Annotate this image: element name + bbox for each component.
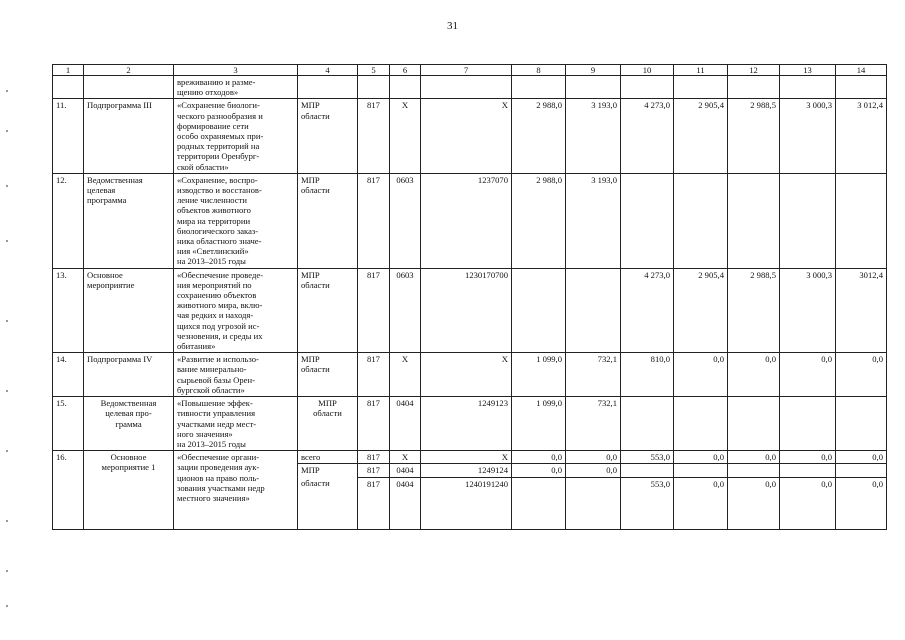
value-9: 3 193,0 — [566, 99, 621, 173]
value-11 — [674, 397, 728, 451]
column-header-12: 12 — [728, 65, 780, 76]
rzpr-code: Х — [390, 451, 421, 464]
value-9: 732,1 — [566, 397, 621, 451]
csr-code: Х — [421, 451, 512, 464]
value-8 — [512, 477, 566, 530]
value-13: 0,0 — [780, 451, 836, 464]
column-header-1: 1 — [53, 65, 84, 76]
value-10 — [621, 173, 674, 268]
value-13 — [780, 464, 836, 477]
table-row — [53, 353, 887, 397]
value-10: 4 273,0 — [621, 268, 674, 353]
program-title: «Обеспечение органи- зации проведения аук- ционов на право поль- зования участками недр местного значения» — [174, 451, 298, 530]
csr-code: Х — [421, 99, 512, 173]
value-8: 2 988,0 — [512, 99, 566, 173]
value-9: 732,1 — [566, 353, 621, 397]
executor: МПР области — [298, 173, 358, 268]
table-row — [53, 397, 887, 451]
value-12: 0,0 — [728, 477, 780, 530]
rzpr-code: 0404 — [390, 464, 421, 477]
row-number: 11. — [53, 99, 84, 173]
value-13: 0,0 — [780, 353, 836, 397]
program-name: Основное мероприятие 1 — [84, 451, 174, 530]
rzpr-code: 0404 — [390, 477, 421, 530]
program-title: «Сохранение, воспро- изводство и восстанов- ление численности объектов животного мира на территории биологического заказ- ника областного значе- ния «Светлинский» на 2013–2015 годы — [174, 173, 298, 268]
value-14: 0,0 — [836, 353, 887, 397]
header-row — [53, 65, 887, 76]
csr-code: 1249124 — [421, 464, 512, 477]
value-8: 0,0 — [512, 451, 566, 464]
value-8 — [512, 268, 566, 353]
column-header-13: 13 — [780, 65, 836, 76]
value-12: 0,0 — [728, 353, 780, 397]
executor: МПР области — [298, 397, 358, 451]
grbs-code: 817 — [358, 477, 390, 530]
value-14: 3012,4 — [836, 268, 887, 353]
column-header-9: 9 — [566, 65, 621, 76]
csr-code: Х — [421, 353, 512, 397]
table-row — [53, 99, 887, 173]
value-11: 2 905,4 — [674, 268, 728, 353]
value-10 — [621, 464, 674, 477]
column-header-14: 14 — [836, 65, 887, 76]
rzpr-code: 0603 — [390, 173, 421, 268]
grbs-code: 817 — [358, 464, 390, 477]
column-header-6: 6 — [390, 65, 421, 76]
value-14: 0,0 — [836, 477, 887, 530]
program-title: «Обеспечение проведе- ния мероприятий по сохранению объектов животного мира, вклю- чая редких и находя- щихся под угрозой ис- чезновения, и среды их обитания» — [174, 268, 298, 353]
row-number: 12. — [53, 173, 84, 268]
value-13: 0,0 — [780, 477, 836, 530]
csr-code: 1230170700 — [421, 268, 512, 353]
value-10: 4 273,0 — [621, 99, 674, 173]
value-13: 3 000,3 — [780, 99, 836, 173]
rzpr-code: 0404 — [390, 397, 421, 451]
grbs-code: 817 — [358, 99, 390, 173]
grbs-code: 817 — [358, 397, 390, 451]
continuation-row — [53, 76, 887, 99]
table-row — [53, 451, 887, 464]
rzpr-code: Х — [390, 353, 421, 397]
program-title: «Сохранение биологи- ческого разнообразия и формирование сети особо охраняемых при- родных территорий на территории Оренбург- ской области» — [174, 99, 298, 173]
value-12: 0,0 — [728, 451, 780, 464]
value-11 — [674, 173, 728, 268]
page-number: 31 — [447, 20, 458, 32]
table-row — [53, 173, 887, 268]
executor: МПР области — [298, 268, 358, 353]
grbs-code: 817 — [358, 451, 390, 464]
column-header-8: 8 — [512, 65, 566, 76]
program-name: Подпрограмма IV — [84, 353, 174, 397]
value-9 — [566, 477, 621, 530]
program-name: Ведомственная целевая программа — [84, 173, 174, 268]
value-12: 2 988,5 — [728, 99, 780, 173]
executor: области — [298, 477, 358, 530]
value-9: 0,0 — [566, 464, 621, 477]
value-10: 553,0 — [621, 451, 674, 464]
value-14 — [836, 464, 887, 477]
row-number: 13. — [53, 268, 84, 353]
value-11: 2 905,4 — [674, 99, 728, 173]
value-11: 0,0 — [674, 477, 728, 530]
column-header-3: 3 — [174, 65, 298, 76]
value-13 — [780, 173, 836, 268]
value-12 — [728, 397, 780, 451]
program-name: Ведомственная целевая про- грамма — [84, 397, 174, 451]
csr-code: 1249123 — [421, 397, 512, 451]
value-9: 3 193,0 — [566, 173, 621, 268]
grbs-code: 817 — [358, 268, 390, 353]
value-14 — [836, 397, 887, 451]
grbs-code: 817 — [358, 353, 390, 397]
executor: МПР области — [298, 353, 358, 397]
row-number: 14. — [53, 353, 84, 397]
executor: МПР области — [298, 99, 358, 173]
value-8: 2 988,0 — [512, 173, 566, 268]
value-12 — [728, 464, 780, 477]
value-12: 2 988,5 — [728, 268, 780, 353]
row-number: 15. — [53, 397, 84, 451]
csr-code: 1237070 — [421, 173, 512, 268]
table-row — [53, 268, 887, 353]
continuation-text: вреживанию и разме- щению отходов» — [174, 76, 298, 99]
value-10 — [621, 397, 674, 451]
value-9: 0,0 — [566, 451, 621, 464]
column-header-11: 11 — [674, 65, 728, 76]
program-title: «Повышение эффек- тивности управления участками недр мест- ного значения» на 2013–2015 годы — [174, 397, 298, 451]
value-11: 0,0 — [674, 353, 728, 397]
value-11: 0,0 — [674, 451, 728, 464]
column-header-2: 2 — [84, 65, 174, 76]
value-11 — [674, 464, 728, 477]
margin-dots — [6, 90, 10, 610]
budget-table — [52, 64, 887, 530]
program-name: Подпрограмма III — [84, 99, 174, 173]
program-title: «Развитие и использо- вание минерально- сырьевой базы Орен- бургской области» — [174, 353, 298, 397]
column-header-5: 5 — [358, 65, 390, 76]
csr-code: 1240191240 — [421, 477, 512, 530]
value-14: 3 012,4 — [836, 99, 887, 173]
executor: всего — [298, 451, 358, 464]
executor: МПР — [298, 464, 358, 477]
value-8: 0,0 — [512, 464, 566, 477]
column-header-7: 7 — [421, 65, 512, 76]
value-14: 0,0 — [836, 451, 887, 464]
program-name: Основное мероприятие — [84, 268, 174, 353]
value-14 — [836, 173, 887, 268]
grbs-code: 817 — [358, 173, 390, 268]
column-header-4: 4 — [298, 65, 358, 76]
value-10: 810,0 — [621, 353, 674, 397]
value-13 — [780, 397, 836, 451]
rzpr-code: 0603 — [390, 268, 421, 353]
value-13: 3 000,3 — [780, 268, 836, 353]
rzpr-code: Х — [390, 99, 421, 173]
value-10: 553,0 — [621, 477, 674, 530]
value-12 — [728, 173, 780, 268]
row-number: 16. — [53, 451, 84, 530]
column-header-10: 10 — [621, 65, 674, 76]
value-9 — [566, 268, 621, 353]
value-8: 1 099,0 — [512, 353, 566, 397]
value-8: 1 099,0 — [512, 397, 566, 451]
